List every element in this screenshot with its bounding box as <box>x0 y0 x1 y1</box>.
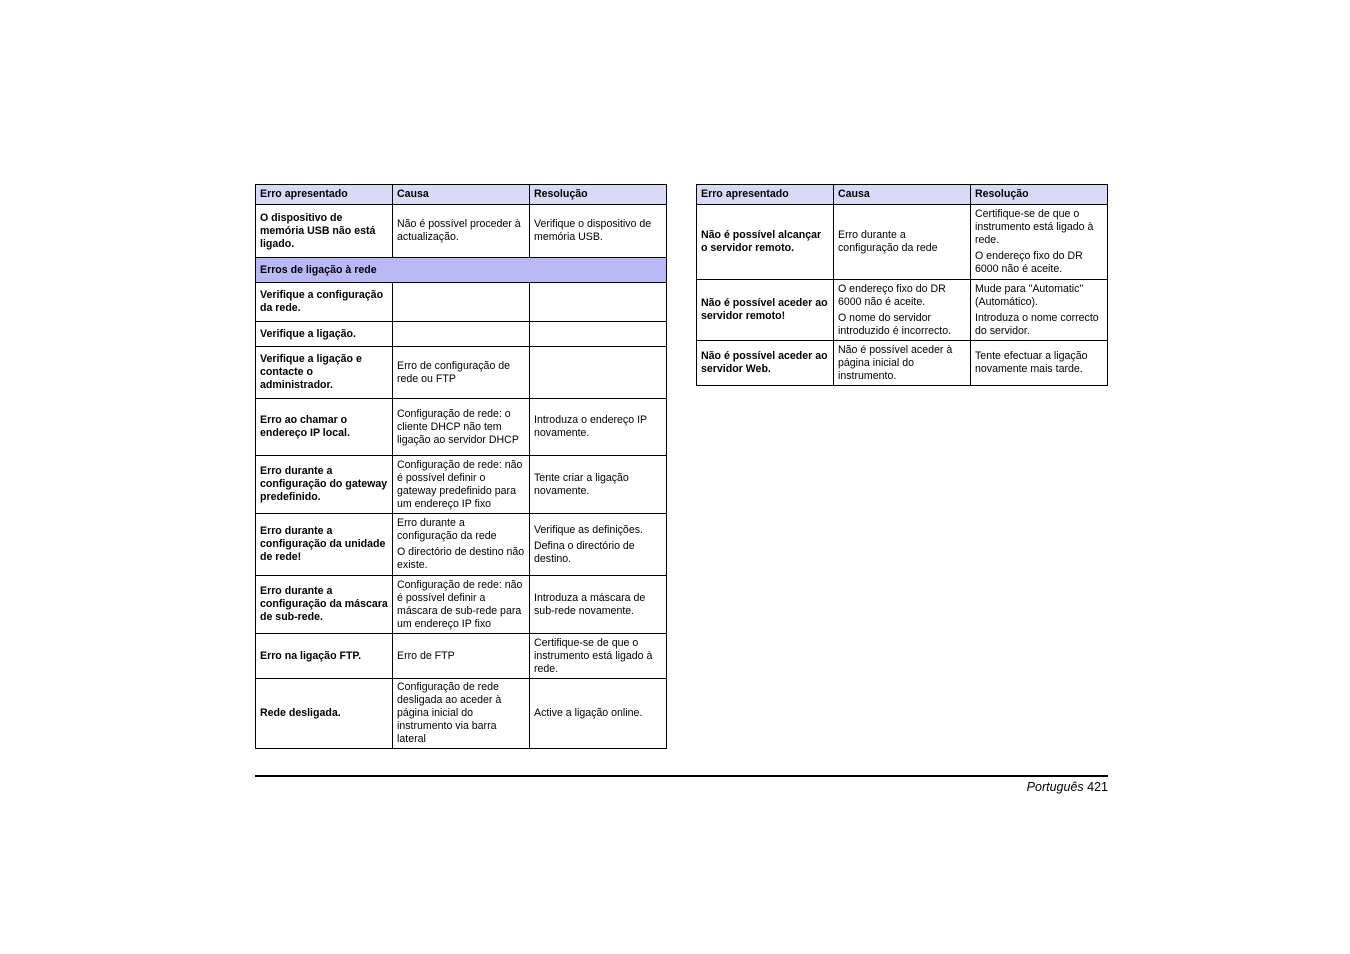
resolution-cell-text: Introduza a máscara de sub-rede novamente. <box>534 591 646 617</box>
error-cell: Erro ao chamar o endereço IP local. <box>256 399 393 456</box>
cause-cell <box>393 679 530 749</box>
resolution-cell-text: Mude para "Automatic" (Automático). <box>975 282 1084 308</box>
footer-rule <box>255 775 1108 777</box>
header-resolution: Resolução <box>530 185 667 205</box>
cause-cell <box>834 205 971 280</box>
header-error: Erro apresentado <box>697 185 834 205</box>
resolution-cell <box>971 205 1108 280</box>
header-error: Erro apresentado <box>256 185 393 205</box>
section-title: Erros de ligação à rede <box>256 258 667 283</box>
section-header-row <box>256 258 667 283</box>
left-troubleshooting-table <box>255 184 667 749</box>
error-cell: O dispositivo de memória USB não está ligado. <box>256 205 393 258</box>
cause-cell-text: Configuração de rede: não é possível definir o gateway predefinido para um endereço IP fixo <box>397 458 523 510</box>
resolution-cell <box>530 576 667 634</box>
error-cell: Verifique a configuração da rede. <box>256 283 393 322</box>
resolution-cell <box>971 341 1108 386</box>
resolution-cell-text: Introduza o nome correcto do servidor. <box>975 311 1099 337</box>
resolution-cell <box>971 280 1108 341</box>
cause-cell <box>393 634 530 679</box>
table-row <box>256 576 667 634</box>
resolution-cell <box>530 322 667 347</box>
resolution-cell-text: Active a ligação online. <box>534 707 643 719</box>
table-row <box>256 514 667 576</box>
table-row <box>256 679 667 749</box>
error-cell: Erro durante a configuração da unidade de rede! <box>256 514 393 576</box>
footer-language: Português <box>1026 780 1084 794</box>
cause-cell-text: Erro de configuração de rede ou FTP <box>397 359 511 385</box>
error-cell: Erro na ligação FTP. <box>256 634 393 679</box>
cause-cell <box>393 322 530 347</box>
cause-cell-text: Configuração de rede desligada ao aceder à página inicial do instrumento via barra lateral <box>397 681 502 745</box>
cause-cell <box>393 399 530 456</box>
resolution-cell-text: Verifique as definições. <box>534 523 643 536</box>
cause-cell <box>393 456 530 514</box>
cause-cell <box>393 347 530 399</box>
table-row <box>256 322 667 347</box>
cause-cell-text: Não é possível aceder à página inicial do instrumento. <box>838 343 953 382</box>
cause-cell-text: O endereço fixo do DR 6000 não é aceite. <box>838 282 946 308</box>
resolution-cell-text: Tente criar a ligação novamente. <box>534 471 629 497</box>
error-cell: Erro durante a configuração da máscara de sub-rede. <box>256 576 393 634</box>
resolution-cell-text: O endereço fixo do DR 6000 não é aceite. <box>975 250 1083 275</box>
table-header-row <box>256 185 667 205</box>
error-cell: Erro durante a configuração do gateway predefinido. <box>256 456 393 514</box>
error-cell: Verifique a ligação e contacte o administrador. <box>256 347 393 399</box>
table-row <box>697 341 1108 386</box>
page-number: 421 <box>1087 780 1108 794</box>
table-row <box>256 205 667 258</box>
resolution-cell <box>530 347 667 399</box>
cause-cell-text: Erro durante a configuração da rede <box>838 229 938 254</box>
error-cell: Não é possível aceder ao servidor Web. <box>697 341 834 386</box>
header-cause: Causa <box>834 185 971 205</box>
resolution-cell <box>530 679 667 749</box>
cause-cell <box>393 514 530 576</box>
resolution-cell <box>530 399 667 456</box>
resolution-cell-text: Introduza o endereço IP novamente. <box>534 414 647 439</box>
cause-cell-text: O nome do servidor introduzido é incorrecto. <box>838 311 952 337</box>
table-row <box>697 280 1108 341</box>
cause-cell-text: Configuração de rede: não é possível definir a máscara de sub-rede para um endereço IP fixo <box>397 578 523 630</box>
resolution-cell <box>530 514 667 576</box>
cause-cell-text: Erro de FTP <box>397 649 455 662</box>
resolution-cell <box>530 634 667 679</box>
resolution-cell <box>530 456 667 514</box>
error-cell: Não é possível aceder ao servidor remoto! <box>697 280 834 341</box>
table-row <box>256 456 667 514</box>
page-footer <box>1027 780 1108 794</box>
table-row <box>697 205 1108 280</box>
cause-cell <box>393 283 530 322</box>
table-row <box>256 399 667 456</box>
cause-cell <box>834 280 971 341</box>
resolution-cell: Verifique o dispositivo de memória USB. <box>530 205 667 258</box>
right-troubleshooting-table <box>696 184 1108 386</box>
resolution-cell-text: Certifique-se de que o instrumento está ligado à rede. <box>534 636 653 675</box>
table-header-row <box>697 185 1108 205</box>
error-cell: Não é possível alcançar o servidor remoto. <box>697 205 834 280</box>
error-cell: Rede desligada. <box>256 679 393 749</box>
resolution-cell <box>530 283 667 322</box>
resolution-cell-text: Certifique-se de que o instrumento está ligado à rede. <box>975 208 1094 246</box>
cause-cell: Não é possível proceder à actualização. <box>393 205 530 258</box>
resolution-cell-text: Defina o directório de destino. <box>534 539 635 565</box>
table-row <box>256 347 667 399</box>
cause-cell-text: O directório de destino não existe. <box>397 546 525 571</box>
error-cell: Verifique a ligação. <box>256 322 393 347</box>
cause-cell <box>393 576 530 634</box>
table-row <box>256 634 667 679</box>
cause-cell-text: Configuração de rede: o cliente DHCP não tem ligação ao servidor DHCP <box>397 407 519 446</box>
header-resolution: Resolução <box>971 185 1108 205</box>
header-cause: Causa <box>393 185 530 205</box>
table-row <box>256 283 667 322</box>
cause-cell <box>834 341 971 386</box>
resolution-cell-text: Tente efectuar a ligação novamente mais tarde. <box>975 350 1088 375</box>
cause-cell-text: Erro durante a configuração da rede <box>397 517 497 542</box>
